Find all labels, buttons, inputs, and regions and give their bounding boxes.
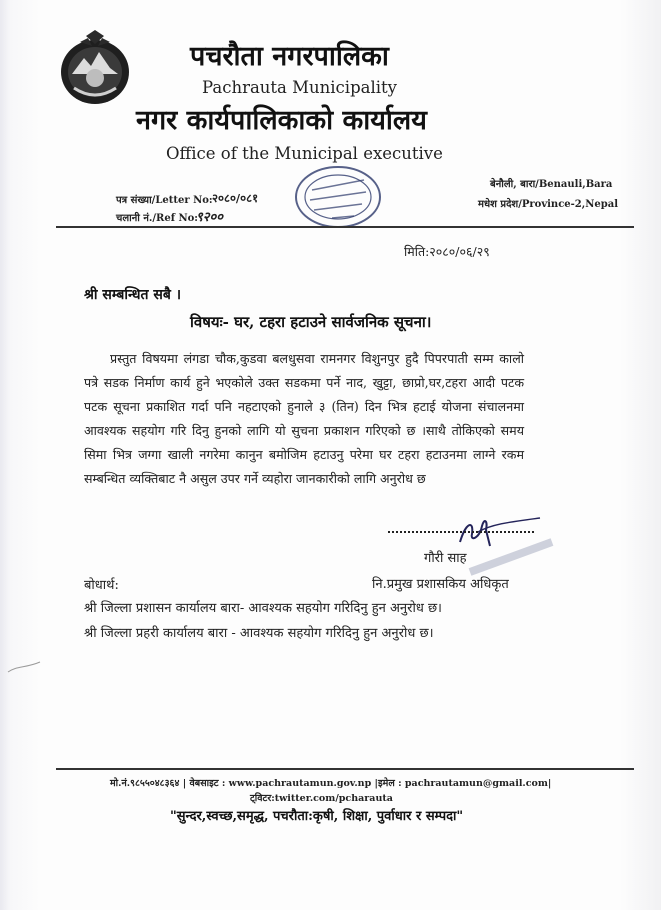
- cc-item: श्री जिल्ला प्रहरी कार्यालय बारा - आवश्यक सहयोग गरिदिनु हुन अनुरोध छ।: [84, 626, 434, 641]
- footer-contact: मो.नं.९८५५०४८३६४ | वेबसाइट : www.pachrautamun.gov.np |इमेल : pachrautamun@gmail.com|: [110, 778, 552, 789]
- header-divider: [56, 226, 634, 228]
- reference-number-label: चलानी नं./Ref No:: [116, 213, 198, 224]
- signature-line: [388, 531, 534, 533]
- municipality-name-en: Pachrauta Municipality: [202, 78, 397, 97]
- municipality-name-np: पचरौता नगरपालिका: [190, 41, 389, 72]
- cc-heading: बोधार्थ:: [84, 578, 119, 593]
- signatory-title: नि.प्रमुख प्रशासकिय अधिकृत: [372, 577, 509, 592]
- footer-motto: "सुन्दर,स्वच्छ,समृद्ध, पचरौता:कृषी, शिक्षा, पुर्वाधार र सम्पदा": [170, 809, 464, 824]
- letter-number-value: २०८०/०८१: [212, 191, 259, 205]
- letter-body: [84, 347, 524, 491]
- footer-divider: [56, 768, 634, 770]
- signatory-name: गौरी साह: [424, 551, 467, 566]
- subject-line: विषयः- घर, टहरा हटाउने सार्वजनिक सूचना।: [190, 313, 432, 331]
- nepal-emblem-icon: [58, 30, 132, 108]
- margin-scribble-icon: [6, 652, 46, 682]
- address-line-1: बेनौली, बारा/Benauli,Bara: [490, 179, 613, 190]
- designation-stamp-icon: [466, 536, 558, 576]
- reference-number-value: ९२००: [196, 210, 224, 225]
- cc-item: श्री जिल्ला प्रशासन कार्यालय बारा- आवश्यक सहयोग गरिदिनु हुन अनुरोध छ।: [84, 601, 442, 616]
- office-name-en: Office of the Municipal executive: [166, 144, 443, 163]
- official-seal-stamp-icon: [292, 160, 384, 234]
- footer-twitter: ट्विटर:twitter.com/pcharauta: [250, 793, 393, 804]
- recipient-line: श्री सम्बन्धित सबै ।: [84, 287, 182, 303]
- letter-number-label: पत्र संख्या/Letter No:: [116, 195, 213, 206]
- address-line-2: मधेश प्रदेश/Province-2,Nepal: [478, 199, 619, 210]
- letter-date: मिति:२०८०/०६/२९: [404, 244, 490, 259]
- body-paragraph: प्रस्तुत विषयमा लंगडा चौक,कुडवा बलधुसवा रामनगर विशुनपुर हुदै पिपरपाती सम्म कालो पत्रे सडक निर्माण कार्य हुने भएकोले उक्त सडकमा पर्ने नाद, खुट्टा, छाप्रो,घर,टहरा आदी पटक पटक सूचना प्रकाशित गर्दा पनि नहटाएको हुनाले ३ (तिन) दिन भित्र हटाई योजना संचालनमा आवश्यक सहयोग गरि दिनु हुनको लागि यो सुचना प्रकाशन गरिएको छ ।साथै तोकिएको समय सिमा भित्र जग्गा खाली नगरेमा कानुन बमोजिम हटाउनु परेमा घर टहरा हटाउनमा लाग्ने रकम सम्बन्धित व्यक्तिबाट नै असुल उपर गर्ने व्यहोरा जानकारीको लागि अनुरोध छ: [84, 351, 524, 486]
- office-name-np: नगर कार्यपालिकाको कार्यालय: [136, 105, 427, 136]
